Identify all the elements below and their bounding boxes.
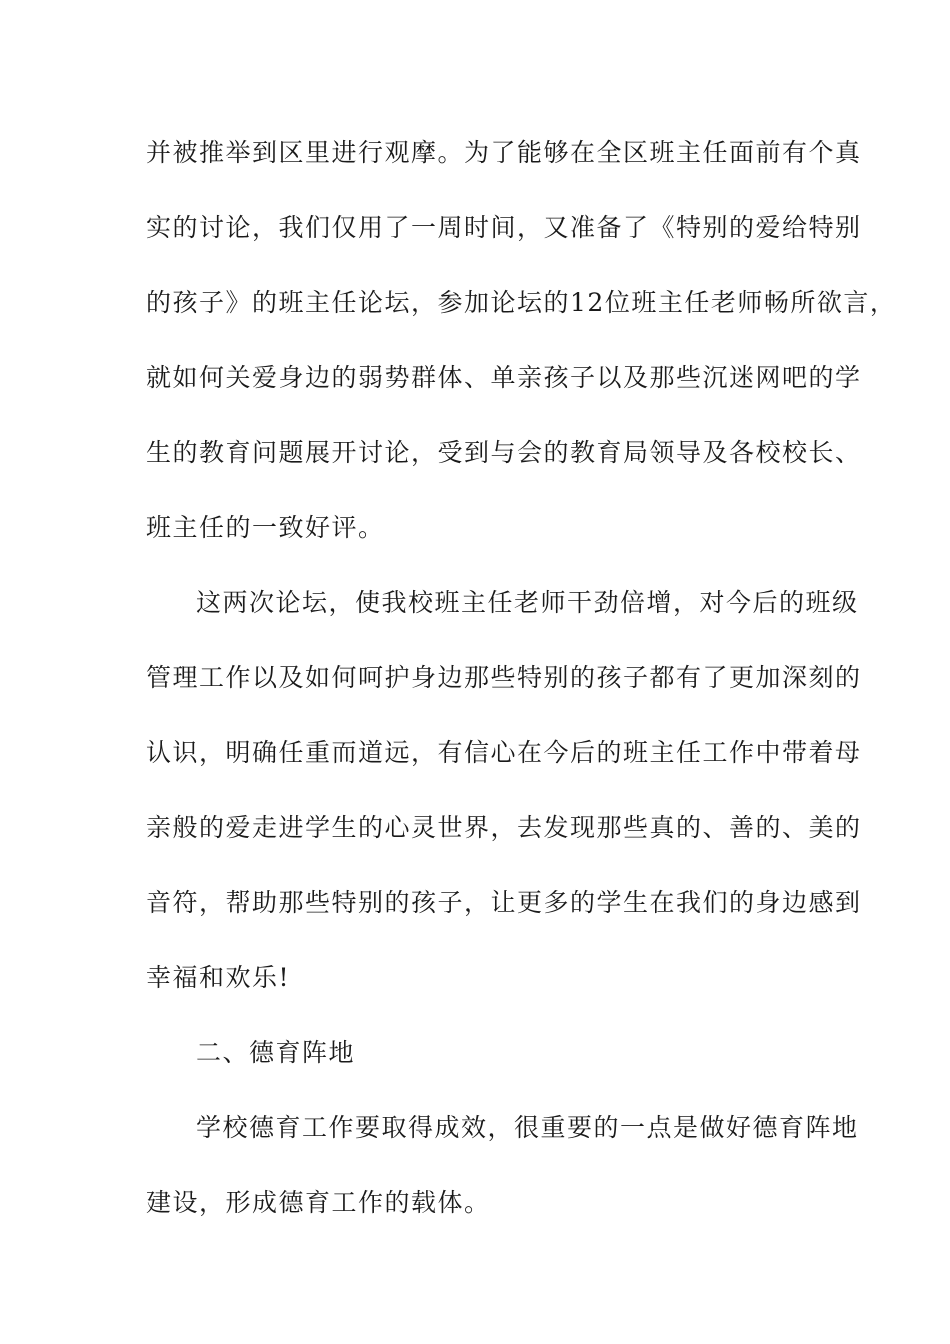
text-line: 学校德育工作要取得成效，很重要的一点是做好德育阵地 [196,1113,859,1142]
text-line: 认识，明确任重而道远，有信心在今后的班主任工作中带着母 [146,738,862,767]
section-heading-text: 二、德育阵地 [196,1038,356,1067]
text-line: 音符，帮助那些特别的孩子，让更多的学生在我们的身边感到 [146,888,862,917]
text-line: 实的讨论，我们仅用了一周时间，又准备了《特别的爱给特别 [146,213,862,242]
text-line: 管理工作以及如何呵护身边那些特别的孩子都有了更加深刻的 [146,663,862,692]
text-line: 这两次论坛，使我校班主任老师干劲倍增，对今后的班级 [196,588,859,617]
text-line: 幸福和欢乐! [146,963,291,992]
text-line: 亲般的爱走进学生的心灵世界，去发现那些真的、善的、美的 [146,813,862,842]
text-line: 班主任的一致好评。 [146,513,385,542]
paragraph-moral-education [146,1107,859,1257]
text-line: 生的教育问题展开讨论，受到与会的教育局领导及各校校长、 [146,438,862,467]
paragraph-forum-impact [146,582,862,1032]
section-heading [146,1032,806,1107]
text-line: 并被推举到区里进行观摩。为了能够在全区班主任面前有个真 [146,138,862,167]
text-line: 建设，形成德育工作的载体。 [146,1188,491,1217]
text-line: 就如何关爱身边的弱势群体、单亲孩子以及那些沉迷网吧的学 [146,363,862,392]
document-body [146,132,897,1257]
paragraph-continuation [146,132,897,582]
text-line: 的孩子》的班主任论坛，参加论坛的12位班主任老师畅所欲言， [146,288,897,317]
